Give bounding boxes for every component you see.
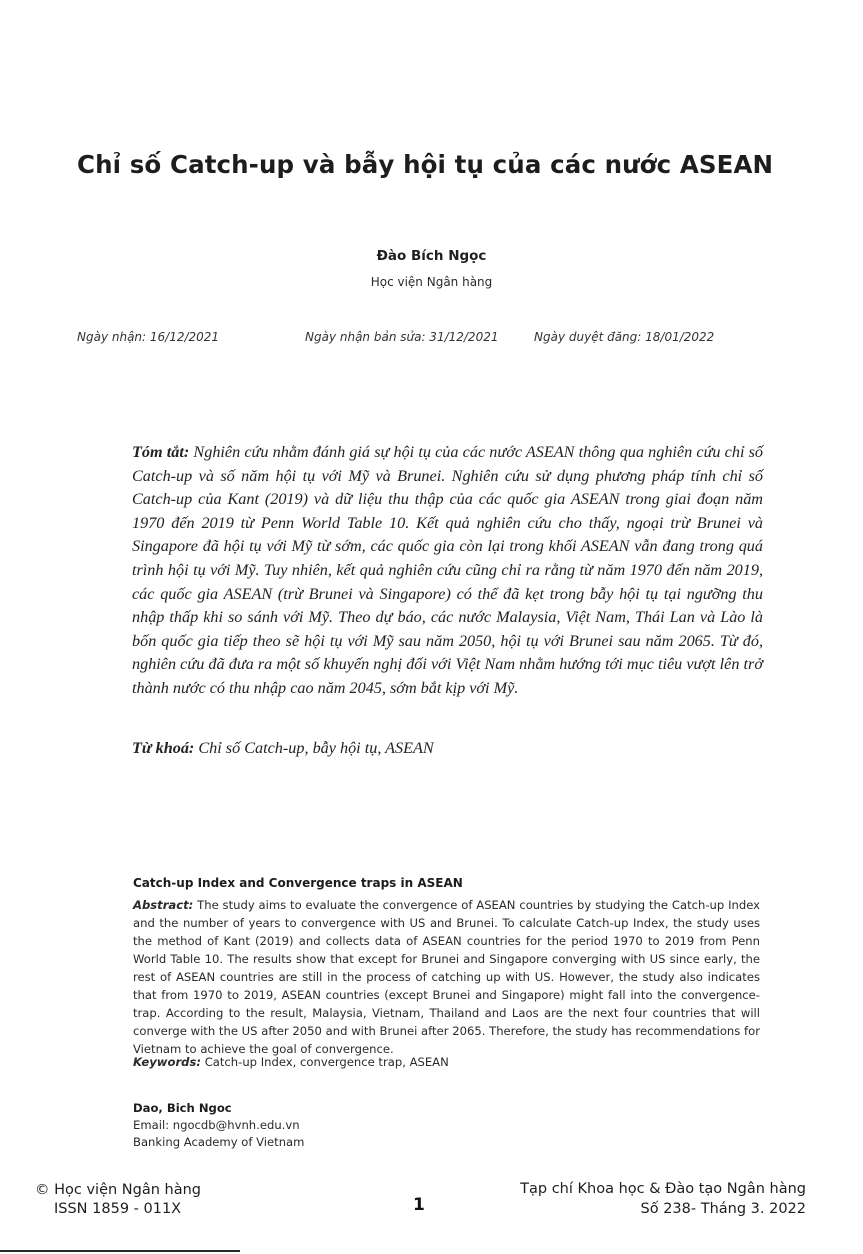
bottom-rule-divider xyxy=(0,1250,240,1252)
page-number: 1 xyxy=(413,1195,425,1215)
keywords-en-label: Keywords: xyxy=(133,1055,201,1069)
date-approved: Ngày duyệt đăng: 18/01/2022 xyxy=(534,330,715,344)
abstract-en-text: The study aims to evaluate the convergence of ASEAN countries by studying the Catch-up Index and the number of years to convergence with US and Brunei. To calculate Catch-up Index, the study uses the method of Kant (2019) and collects data of ASEAN countries for the period 1970 to 2019 from Penn World Table 10. The results show that except for Brunei and Singapore converging with US since early, the rest of ASEAN countries are still in the process of catching up with US. However, the study also indicates that from 1970 to 2019, ASEAN countries (except Brunei and Singapore) might fall into the convergence- trap. According to the result, Malaysia, Vietnam, Thailand and Laos are the next four countries that will converge with the US after 2050 and with Brunei after 2065. Therefore, the study has recommendations for Vietnam to achieve the goal of convergence. xyxy=(133,898,760,1056)
date-received: Ngày nhận: 16/12/2021 xyxy=(77,330,220,344)
keywords-vi-text: Chỉ số Catch-up, bẫy hội tụ, ASEAN xyxy=(198,739,434,757)
author-affiliation: Học viện Ngân hàng xyxy=(370,275,493,289)
abstract-en-label: Abstract: xyxy=(133,898,194,912)
keywords-english xyxy=(133,1053,760,1071)
footer-copyright: © Học viện Ngân hàng xyxy=(35,1182,201,1198)
correspondence-email: Email: ngocdb@hvnh.edu.vn xyxy=(133,1118,300,1132)
footer-issue: Số 238- Tháng 3. 2022 xyxy=(640,1201,806,1217)
correspondence-name: Dao, Bich Ngoc xyxy=(133,1101,232,1115)
abstract-english xyxy=(133,896,760,1058)
keywords-vi-label: Từ khoá: xyxy=(132,739,195,757)
abstract-vi-text: Nghiên cứu nhằm đánh giá sự hội tụ của các nước ASEAN thông qua nghiên cứu chỉ số Catch-up và số năm hội tụ với Mỹ và Brunei. Nghiên cứu sử dụng phương pháp tính chỉ số Catch-up của Kant (2019) và dữ liệu thu thập của các quốc gia ASEAN trong giai đoạn năm 1970 đến 2019 từ Penn World Table 10. Kết quả nghiên cứu cho thấy, ngoại trừ Brunei và Singapore đã hội tụ với Mỹ từ sớm, các quốc gia còn lại trong khối ASEAN vẫn đang trong quá trình hội tụ với Mỹ. Tuy nhiên, kết quả nghiên cứu cũng chỉ ra rằng từ năm 1970 đến năm 2019, các quốc gia ASEAN (trừ Brunei và Singapore) có thể đã kẹt trong bẫy hội tụ tại ngưỡng thu nhập thấp khi so sánh với Mỹ. Theo dự báo, các nước Malaysia, Việt Nam, Thái Lan và Lào là bốn quốc gia tiếp theo sẽ hội tụ với Mỹ sau năm 2050, hội tụ với Brunei sau năm 2065. Từ đó, nghiên cứu đã đưa ra một số khuyến nghị đối với Việt Nam nhằm hướng tới mục tiêu vượt lên trở thành nước có thu nhập cao năm 2045, sớm bắt kịp với Mỹ. xyxy=(132,443,764,697)
abstract-vi-label: Tóm tắt: xyxy=(132,443,190,461)
abstract-vietnamese xyxy=(132,441,763,701)
article-title: Chỉ số Catch-up và bẫy hội tụ của các nước ASEAN xyxy=(77,150,774,179)
footer-journal-name: Tạp chí Khoa học & Đào tạo Ngân hàng xyxy=(520,1181,806,1197)
keywords-en-text: Catch-up Index, convergence trap, ASEAN xyxy=(204,1055,449,1069)
keywords-vietnamese xyxy=(132,737,763,761)
english-title: Catch-up Index and Convergence traps in ASEAN xyxy=(133,876,463,890)
date-revised: Ngày nhận bản sửa: 31/12/2021 xyxy=(305,330,499,344)
author-name: Đào Bích Ngọc xyxy=(376,248,487,264)
footer-issn: ISSN 1859 - 011X xyxy=(54,1201,182,1217)
correspondence-organization: Banking Academy of Vietnam xyxy=(133,1135,305,1149)
